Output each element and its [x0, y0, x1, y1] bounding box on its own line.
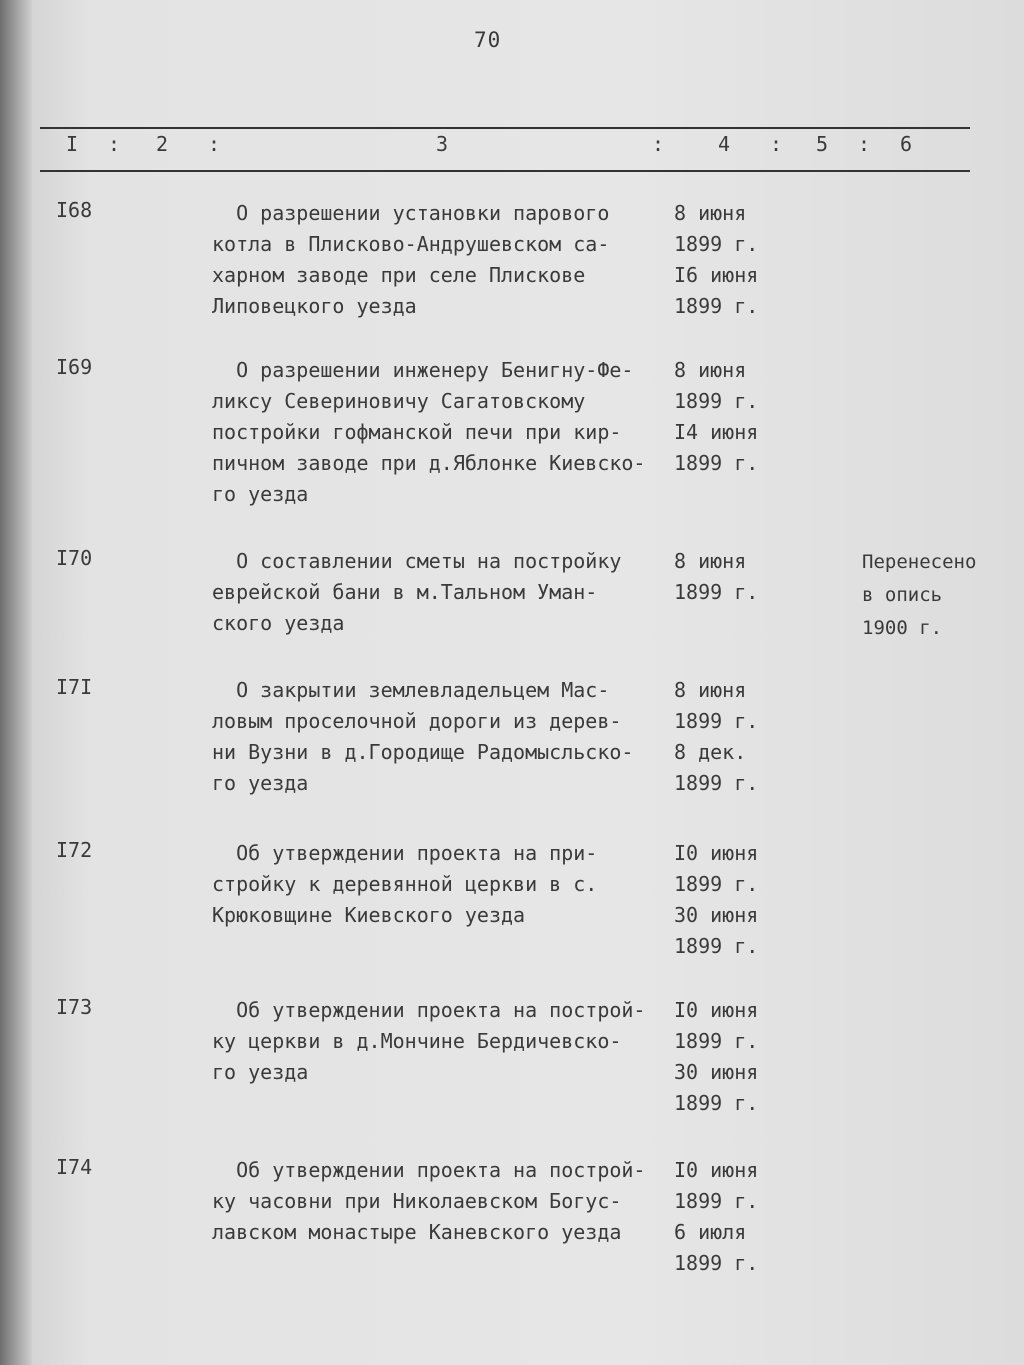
entry-description: [212, 546, 672, 639]
date-line: 1899 г.: [674, 389, 759, 413]
column-header-3: 3: [436, 132, 449, 156]
header-bottom-rule: [40, 170, 970, 172]
column-header-5: 5: [816, 132, 829, 156]
entry-number: I72: [56, 838, 93, 862]
entry-description: [212, 1155, 672, 1248]
description-line: Об утверждении проекта на при-: [212, 841, 598, 865]
date-line: 1899 г.: [674, 934, 759, 958]
description-line: Об утверждении проекта на построй-: [212, 998, 646, 1022]
column-separator: :: [208, 132, 221, 156]
description-line: ни Вузни в д.Городище Радомысльско-: [212, 740, 634, 764]
date-line: 30 июня: [674, 1060, 759, 1084]
description-line: котла в Плисково-Андрушевском са-: [212, 232, 610, 256]
description-line: го уезда: [212, 771, 309, 795]
entry-number: I74: [56, 1155, 93, 1179]
description-line: ловым проселочной дороги из дерев-: [212, 709, 622, 733]
date-line: 8 июня: [674, 358, 747, 382]
description-line: пичном заводе при д.Яблонке Киевско-: [212, 451, 646, 475]
note-line: 1900 г.: [862, 617, 943, 639]
header-top-rule: [40, 127, 970, 129]
description-line: О разрешении установки парового: [212, 201, 610, 225]
column-separator: :: [108, 132, 121, 156]
date-line: I6 июня: [674, 263, 759, 287]
description-line: лавском монастыре Каневского уезда: [212, 1220, 622, 1244]
date-line: 8 июня: [674, 678, 747, 702]
description-line: ку церкви в д.Мончине Бердичевско-: [212, 1029, 622, 1053]
entry-dates: [674, 995, 804, 1119]
date-line: 6 июля: [674, 1220, 747, 1244]
description-line: О разрешении инженеру Бенигну-Фе-: [212, 358, 634, 382]
entry-number: I7I: [56, 675, 93, 699]
entry-number: I68: [56, 198, 93, 222]
column-header-6: 6: [900, 132, 913, 156]
column-separator: :: [858, 132, 871, 156]
entry-number: I70: [56, 546, 93, 570]
description-line: Липовецкого уезда: [212, 294, 417, 318]
description-line: ского уезда: [212, 611, 345, 635]
entry-dates: [674, 675, 804, 799]
entry-description: [212, 838, 672, 931]
date-line: 30 июня: [674, 903, 759, 927]
description-line: Об утверждении проекта на построй-: [212, 1158, 646, 1182]
description-line: ку часовни при Николаевском Богус-: [212, 1189, 622, 1213]
note-line: Перенесено: [862, 551, 977, 573]
entry-description: [212, 675, 672, 799]
date-line: 1899 г.: [674, 294, 759, 318]
column-separator: :: [652, 132, 665, 156]
description-line: го уезда: [212, 482, 309, 506]
description-line: еврейской бани в м.Тальном Уман-: [212, 580, 598, 604]
entry-note: [862, 546, 1012, 645]
column-separator: :: [770, 132, 783, 156]
date-line: 1899 г.: [674, 232, 759, 256]
date-line: 1899 г.: [674, 580, 759, 604]
description-line: О закрытии землевладельцем Мас-: [212, 678, 610, 702]
column-header-4: 4: [718, 132, 731, 156]
description-line: ликсу Севериновичу Сагатовскому: [212, 389, 586, 413]
date-line: I0 июня: [674, 998, 759, 1022]
date-line: 1899 г.: [674, 1189, 759, 1213]
entry-number: I69: [56, 355, 93, 379]
description-line: О составлении сметы на постройку: [212, 549, 622, 573]
description-line: стройку к деревянной церкви в с.: [212, 872, 598, 896]
date-line: I0 июня: [674, 841, 759, 865]
date-line: 8 июня: [674, 549, 747, 573]
date-line: I0 июня: [674, 1158, 759, 1182]
entry-dates: [674, 355, 804, 479]
entry-dates: [674, 546, 804, 608]
entry-dates: [674, 198, 804, 322]
description-line: харном заводе при селе Плискове: [212, 263, 586, 287]
description-line: постройки гофманской печи при кир-: [212, 420, 622, 444]
entry-dates: [674, 1155, 804, 1279]
note-line: в опись: [862, 584, 943, 606]
date-line: 8 июня: [674, 201, 747, 225]
date-line: 1899 г.: [674, 451, 759, 475]
entry-description: [212, 995, 672, 1088]
column-header-1: I: [66, 132, 79, 156]
date-line: I4 июня: [674, 420, 759, 444]
date-line: 1899 г.: [674, 872, 759, 896]
date-line: 1899 г.: [674, 771, 759, 795]
date-line: 1899 г.: [674, 709, 759, 733]
description-line: Крюковщине Киевского уезда: [212, 903, 526, 927]
description-line: го уезда: [212, 1060, 309, 1084]
entry-dates: [674, 838, 804, 962]
entry-number: I73: [56, 995, 93, 1019]
date-line: 1899 г.: [674, 1251, 759, 1275]
entry-description: [212, 198, 672, 322]
entry-description: [212, 355, 672, 510]
page-number: 70: [474, 28, 502, 52]
date-line: 1899 г.: [674, 1029, 759, 1053]
column-header-2: 2: [156, 132, 169, 156]
date-line: 8 дек.: [674, 740, 747, 764]
date-line: 1899 г.: [674, 1091, 759, 1115]
book-spine-shadow: [0, 0, 32, 1365]
